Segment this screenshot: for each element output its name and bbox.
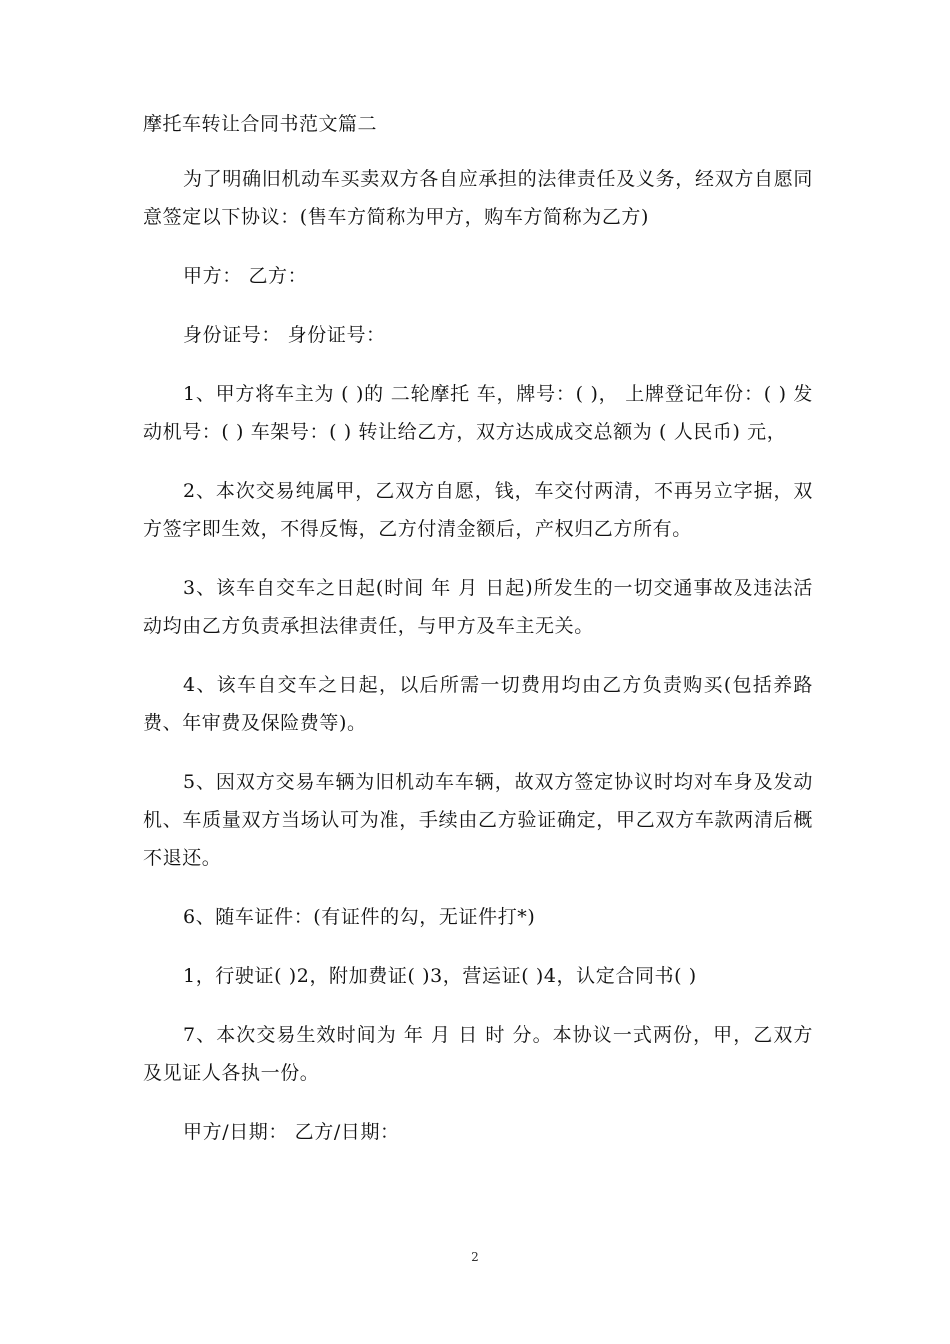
- page-number: 2: [471, 1250, 479, 1264]
- document-title: 摩托车转让合同书范文篇二: [143, 113, 378, 135]
- documents-list: 1，行驶证( )2，附加费证( )3，营运证( )4，认定合同书( ): [183, 965, 697, 987]
- clause-3: 3、该车自交车之日起(时间 年 月 日起)所发生的一切交通事故及违法活动均由乙方负责承担法律责任，与甲方及车主无关。: [143, 577, 813, 637]
- clause-4: 4、该车自交车之日起，以后所需一切费用均由乙方负责购买(包括养路费、年审费及保险费等)。: [143, 674, 813, 734]
- signature-dates: 甲方/日期： 乙方/日期：: [183, 1121, 400, 1143]
- document-body: [143, 108, 813, 1172]
- clause-7: 7、本次交易生效时间为 年 月 日 时 分。本协议一式两份，甲，乙双方及见证人各执一份。: [143, 1024, 813, 1084]
- paragraph-intro: 为了明确旧机动车买卖双方各自应承担的法律责任及义务，经双方自愿同意签定以下协议：(售车方简称为甲方，购车方简称为乙方): [143, 168, 813, 228]
- clause-5: 5、因双方交易车辆为旧机动车车辆，故双方签定协议时均对车身及发动机、车质量双方当场认可为准，手续由乙方验证确定，甲乙双方车款两清后概不退还。: [143, 771, 813, 869]
- paragraph-id-numbers: 身份证号： 身份证号：: [183, 324, 386, 346]
- clause-6: 6、随车证件：(有证件的勾，无证件打*): [183, 906, 536, 928]
- paragraph-parties: 甲方： 乙方：: [183, 265, 308, 287]
- clause-1: 1、甲方将车主为 ( )的 二轮摩托 车，牌号：( )， 上牌登记年份：( ) 发动机号：( ) 车架号：( ) 转让给乙方，双方达成成交总额为 ( 人民币) 元，: [143, 383, 813, 443]
- clause-2: 2、本次交易纯属甲，乙双方自愿，钱，车交付两清，不再另立字据，双方签字即生效，不得反悔，乙方付清金额后，产权归乙方所有。: [143, 480, 813, 540]
